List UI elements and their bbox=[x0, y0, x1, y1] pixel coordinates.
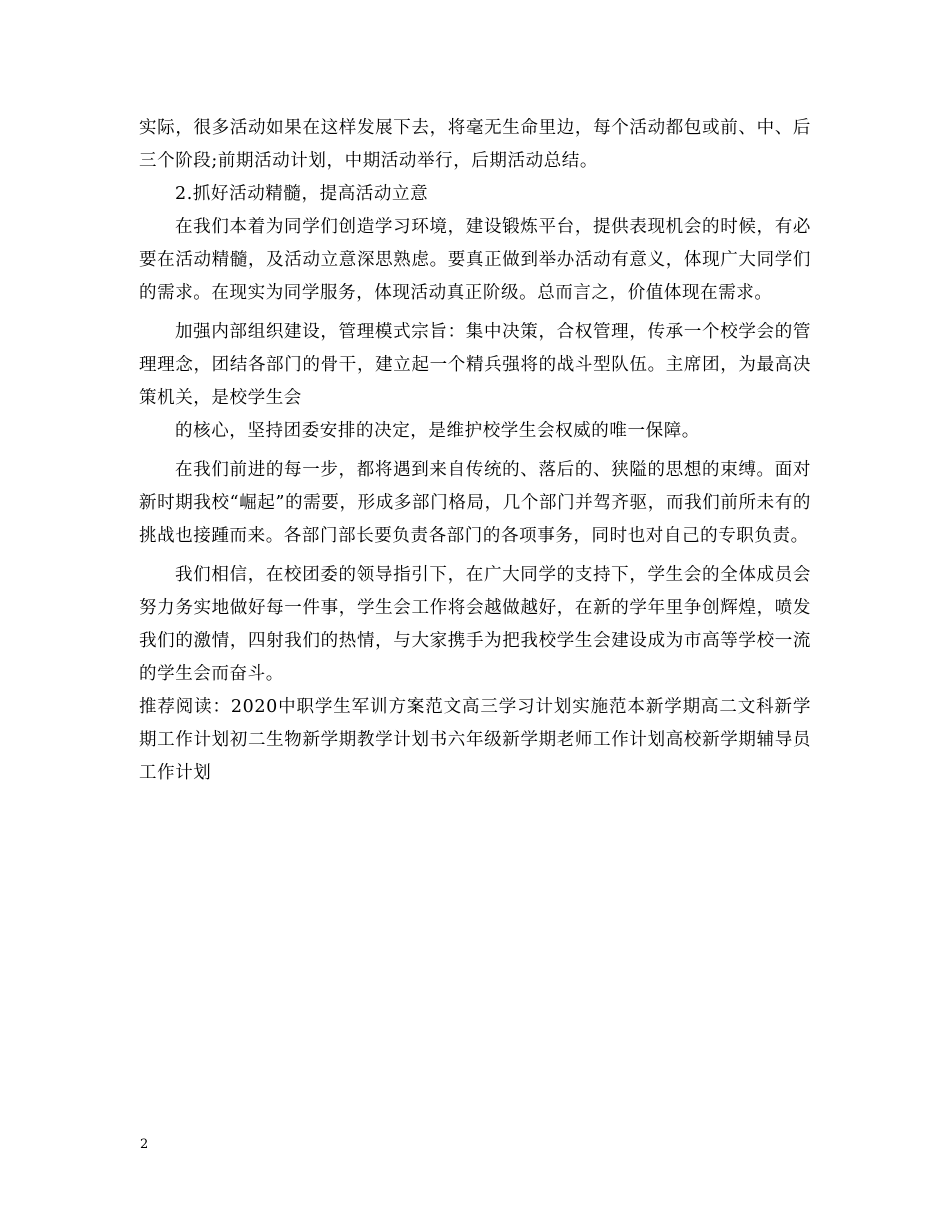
page-number: 2 bbox=[140, 1137, 149, 1152]
paragraph-internal-organization: 加强内部组织建设，管理模式宗旨：集中决策，合权管理，传承一个校学会的管理理念，团结各部门的骨干，建立起一个精兵强将的战斗型队伍。主席团，为最高决策机关，是校学生会 bbox=[139, 322, 811, 408]
section-heading: 2.抓好活动精髓，提高活动立意 bbox=[175, 184, 429, 204]
document-body bbox=[139, 112, 811, 790]
paragraph-continuation: 实际，很多活动如果在这样发展下去，将毫无生命里边，每个活动都包或前、中、后三个阶段;前期活动计划，中期活动举行，后期活动总结。 bbox=[139, 118, 811, 171]
paragraph-challenges: 在我们前进的每一步，都将遇到来自传统的、落后的、狭隘的思想的束缚。面对新时期我校“崛起”的需要，形成多部门格局，几个部门并驾齐驱，而我们前所未有的挑战也接踵而来。各部门部长要负责各部门的各项事务，同时也对自己的专职负责。 bbox=[139, 460, 811, 546]
paragraph-core-guarantee: 的核心，坚持团委安排的决定，是维护校学生会权威的唯一保障。 bbox=[175, 421, 700, 441]
paragraph-activity-essence: 在我们本着为同学们创造学习环境，建设锻炼平台，提供表现机会的时候，有必要在活动精髓，及活动立意深思熟虑。要真正做到举办活动有意义，体现广大同学们的需求。在现实为同学服务，体现活动真正阶级。总而言之，价值体现在需求。 bbox=[139, 217, 811, 303]
recommended-reading: 推荐阅读：2020中职学生军训方案范文高三学习计划实施范本新学期高二文科新学期工作计划初二生物新学期教学计划书六年级新学期老师工作计划高校新学期辅导员工作计划 bbox=[139, 697, 811, 783]
paragraph-closing: 我们相信，在校团委的领导指引下，在广大同学的支持下，学生会的全体成员会努力务实地做好每一件事，学生会工作将会越做越好，在新的学年里争创辉煌，喷发我们的激情，四射我们的热情，与大家携手为把我校学生会建设成为市高等学校一流的学生会而奋斗。 bbox=[139, 565, 811, 684]
